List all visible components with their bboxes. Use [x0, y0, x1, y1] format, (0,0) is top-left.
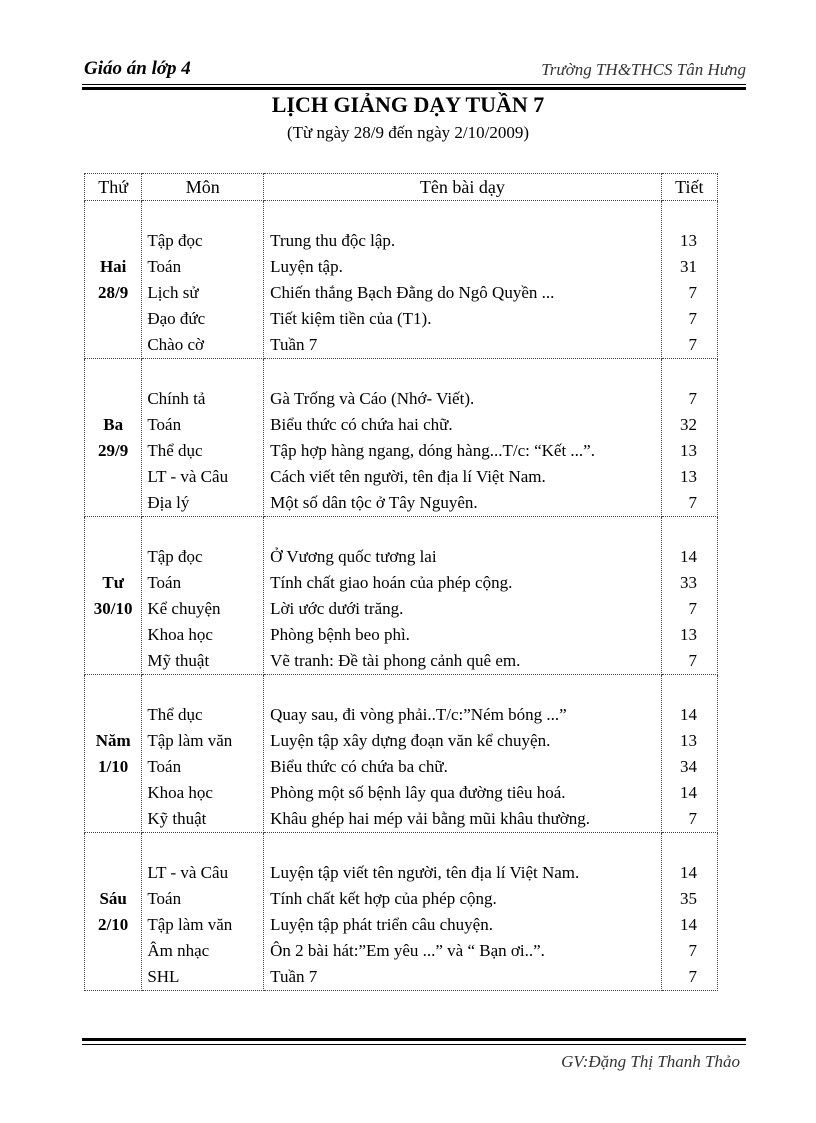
header-rule-thick — [82, 87, 746, 90]
period-cell — [661, 359, 717, 517]
lesson-text: Phòng một số bệnh lây qua đường tiêu hoá. — [270, 783, 566, 802]
period-text: 14 — [680, 915, 697, 934]
day-group-row — [85, 359, 718, 517]
subject-text: Âm nhạc — [147, 941, 210, 960]
period-text: 13 — [680, 625, 697, 644]
day-date: 2/10 — [98, 915, 129, 934]
lesson-text: Cách viết tên người, tên địa lí Việt Nam. — [270, 467, 546, 486]
subject-text: Toán — [147, 415, 182, 434]
lesson-text: Chiến thắng Bạch Đằng do Ngô Quyền ... — [270, 283, 555, 302]
period-text: 34 — [680, 757, 697, 776]
day-name: Năm — [95, 731, 131, 750]
subject-cell — [142, 517, 264, 675]
lesson-text: Gà Trống và Cáo (Nhớ- Viết). — [270, 389, 475, 408]
lesson-text: Tính chất giao hoán của phép cộng. — [270, 573, 513, 592]
lesson-text: Ôn 2 bài hát:”Em yêu ...” và “ Bạn ơi..”. — [270, 941, 545, 960]
subject-text: LT - và Câu — [147, 467, 229, 486]
lesson-cell — [264, 675, 662, 833]
day-cell — [85, 833, 142, 991]
period-cell — [661, 201, 717, 359]
lesson-text: Ở Vương quốc tương lai — [270, 547, 437, 566]
day-date: 28/9 — [98, 283, 129, 302]
lesson-text: Tính chất kết hợp của phép cộng. — [270, 889, 497, 908]
lesson-text: Một số dân tộc ở Tây Nguyên. — [270, 493, 478, 512]
lesson-text: Biểu thức có chứa hai chữ. — [270, 415, 453, 434]
page-title: LỊCH GIẢNG DẠY TUẦN 7 — [271, 92, 545, 117]
day-group-row — [85, 517, 718, 675]
lesson-text: Khâu ghép hai mép vải bằng mũi khâu thường. — [270, 809, 591, 828]
lesson-cell — [264, 359, 662, 517]
header-cell-lesson: Tên bài dạy — [264, 174, 662, 201]
period-text: 31 — [680, 257, 697, 276]
lesson-text: Phòng bệnh beo phì. — [270, 625, 410, 644]
subject-text: Chính tả — [147, 389, 206, 408]
day-name: Ba — [103, 415, 124, 434]
subject-text: Khoa học — [147, 625, 213, 644]
header-class-label: Giáo án lớp 4 — [84, 58, 191, 79]
subject-cell — [142, 201, 264, 359]
lesson-text: Biểu thức có chứa ba chữ. — [270, 757, 448, 776]
period-text: 13 — [680, 231, 697, 250]
period-text: 35 — [680, 889, 697, 908]
header-cell-period: Tiết — [661, 174, 717, 201]
period-cell — [661, 833, 717, 991]
day-group-row — [85, 675, 718, 833]
period-text: 14 — [680, 783, 697, 802]
subject-text: Toán — [147, 257, 182, 276]
period-text: 7 — [688, 493, 697, 512]
teacher-name: GV:Đặng Thị Thanh Thảo — [561, 1052, 740, 1071]
lesson-text: Vẽ tranh: Đề tài phong cảnh quê em. — [270, 651, 521, 670]
period-text: 14 — [680, 705, 697, 724]
day-name: Tư — [102, 573, 124, 592]
day-cell — [85, 675, 142, 833]
subject-text: Địa lý — [147, 493, 190, 512]
subject-text: Thể dục — [147, 441, 203, 460]
subject-text: Tập đọc — [147, 547, 203, 566]
period-text: 33 — [680, 573, 697, 592]
subject-cell — [142, 675, 264, 833]
lesson-text: Tập hợp hàng ngang, dóng hàng...T/c: “Kết ...”. — [270, 441, 595, 460]
day-group-row — [85, 833, 718, 991]
period-text: 13 — [680, 731, 697, 750]
header-rule-thin — [82, 84, 746, 85]
header-cell-subject: Môn — [142, 174, 264, 201]
day-cell — [85, 517, 142, 675]
subject-text: Toán — [147, 757, 182, 776]
lesson-text: Lời ước dưới trăng. — [270, 599, 404, 618]
subject-text: SHL — [147, 967, 180, 986]
lesson-text: Luyện tập phát triển câu chuyện. — [270, 915, 493, 934]
lesson-text: Trung thu độc lập. — [270, 231, 396, 250]
period-text: 32 — [680, 415, 697, 434]
subject-text: LT - và Câu — [147, 863, 229, 882]
day-cell — [85, 201, 142, 359]
subject-text: Tập làm văn — [147, 915, 233, 934]
day-name: Hai — [99, 257, 127, 276]
subject-text: Thể dục — [147, 705, 203, 724]
period-text: 7 — [688, 309, 697, 328]
period-cell — [661, 517, 717, 675]
day-date: 1/10 — [98, 757, 129, 776]
lesson-text: Luyện tập viết tên người, tên địa lí Việt Nam. — [270, 863, 580, 882]
period-text: 13 — [680, 467, 697, 486]
day-cell — [85, 359, 142, 517]
subject-text: Lịch sử — [147, 283, 199, 302]
subject-text: Kỹ thuật — [147, 809, 207, 828]
subject-cell — [142, 833, 264, 991]
subject-text: Mỹ thuật — [147, 651, 210, 670]
footer-rule-thick — [82, 1038, 746, 1041]
subject-text: Đạo đức — [147, 309, 206, 328]
period-text: 7 — [688, 809, 697, 828]
subject-text: Toán — [147, 573, 182, 592]
subject-text: Toán — [147, 889, 182, 908]
lesson-text: Tiết kiệm tiền của (T1). — [270, 309, 432, 328]
subject-text: Kể chuyện — [147, 599, 221, 618]
day-date: 30/10 — [93, 599, 133, 618]
footer-rule-thin — [82, 1044, 746, 1045]
lesson-cell — [264, 833, 662, 991]
period-text: 7 — [688, 651, 697, 670]
table-header-row — [85, 174, 718, 201]
period-text: 7 — [688, 599, 697, 618]
period-text: 14 — [680, 547, 697, 566]
period-text: 7 — [688, 389, 697, 408]
subject-text: Tập đọc — [147, 231, 203, 250]
page-subtitle: (Từ ngày 28/9 đến ngày 2/10/2009) — [287, 123, 529, 142]
subject-text: Khoa học — [147, 783, 213, 802]
period-cell — [661, 675, 717, 833]
schedule-table — [84, 173, 718, 991]
lesson-cell — [264, 201, 662, 359]
day-date: 29/9 — [98, 441, 129, 460]
header-school-name: Trường TH&THCS Tân Hưng — [541, 60, 746, 79]
subject-text: Chào cờ — [147, 335, 204, 354]
lesson-text: Quay sau, đi vòng phải..T/c:”Ném bóng ...” — [270, 705, 567, 724]
period-text: 13 — [680, 441, 697, 460]
period-text: 7 — [688, 967, 697, 986]
subject-text: Tập làm văn — [147, 731, 233, 750]
lesson-text: Luyện tập xây dựng đoạn văn kể chuyện. — [270, 731, 551, 750]
period-text: 7 — [688, 335, 697, 354]
header-cell-day: Thứ — [85, 174, 142, 201]
period-text: 7 — [688, 941, 697, 960]
day-group-row — [85, 201, 718, 359]
lesson-text: Luyện tập. — [270, 257, 343, 276]
period-text: 14 — [680, 863, 697, 882]
lesson-cell — [264, 517, 662, 675]
lesson-text: Tuần 7 — [270, 335, 318, 354]
period-text: 7 — [688, 283, 697, 302]
day-name: Sáu — [99, 889, 127, 908]
lesson-text: Tuần 7 — [270, 967, 318, 986]
subject-cell — [142, 359, 264, 517]
